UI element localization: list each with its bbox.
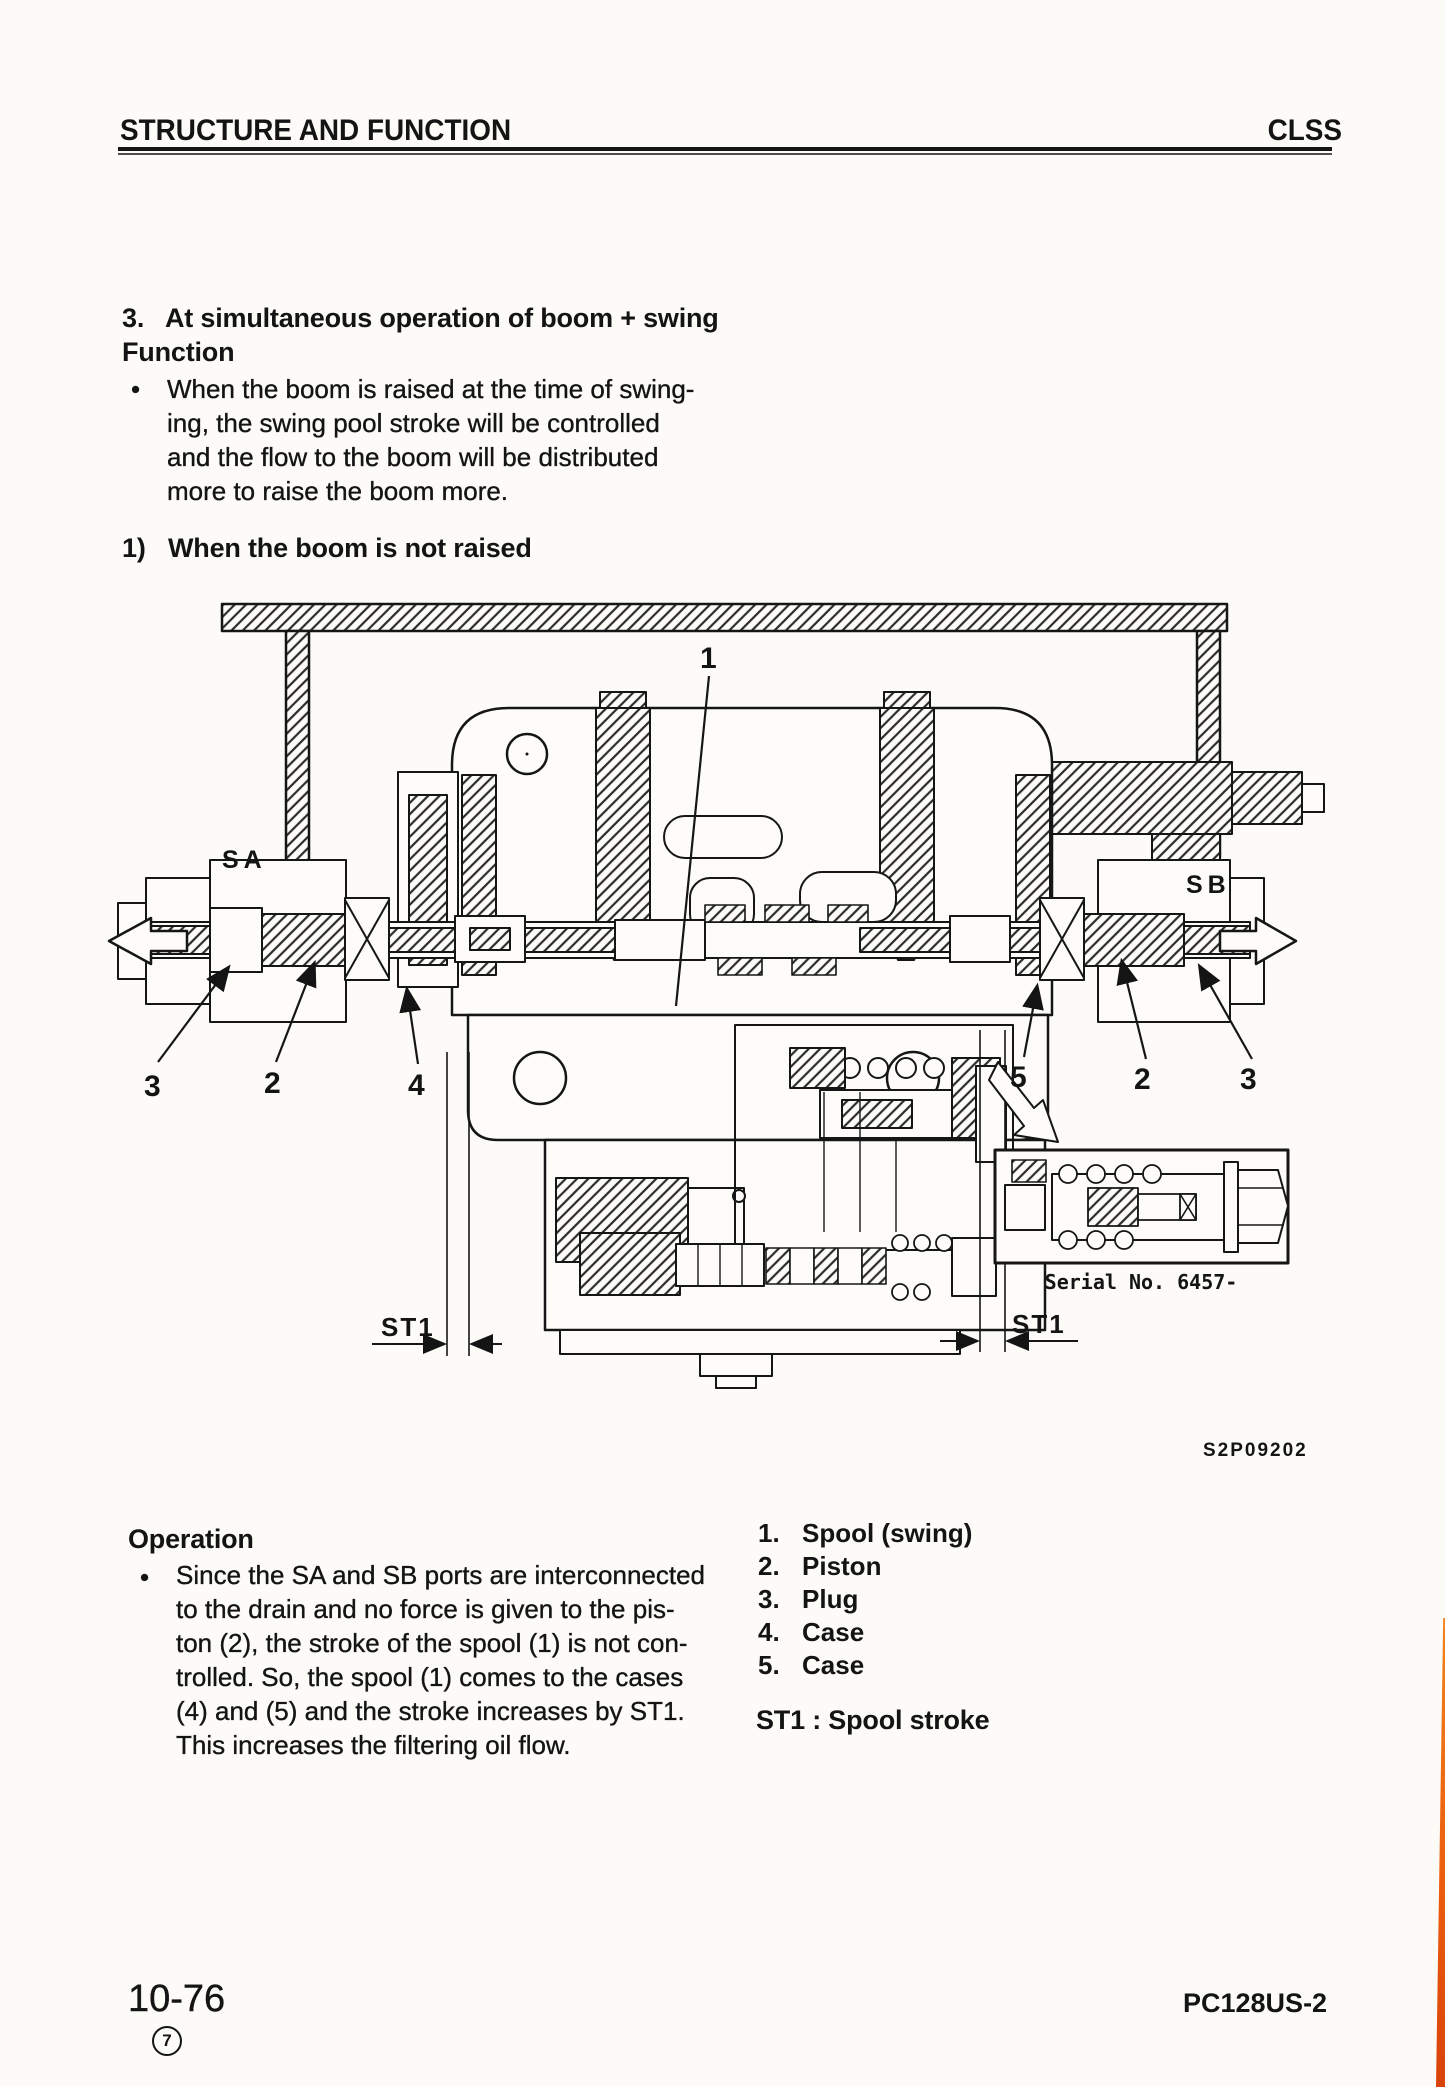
- paragraph-line: to the drain and no force is given to the pis-: [176, 1594, 675, 1624]
- model-number: PC128US-2: [1183, 1988, 1328, 2018]
- bolt-hole-center: [526, 753, 529, 756]
- legend-item-number: 4.: [758, 1617, 780, 1647]
- paragraph-line: trolled. So, the spool (1) comes to the cases: [176, 1662, 684, 1692]
- paragraph-line: and the flow to the boom will be distributed: [167, 442, 659, 472]
- legend-item: [758, 1518, 972, 1549]
- callout-5: 5: [1010, 1061, 1027, 1094]
- bullet-marker: •: [140, 1562, 150, 1592]
- paragraph-line: Since the SA and SB ports are interconnected: [176, 1560, 706, 1590]
- callout-3-right: 3: [1240, 1063, 1257, 1096]
- legend-item: [758, 1617, 864, 1648]
- subsection-number: 1): [122, 533, 146, 563]
- body-stub: [600, 692, 646, 708]
- callout-2-left: 2: [264, 1067, 281, 1100]
- base-bolt: [700, 1354, 772, 1376]
- body-stub: [884, 692, 930, 708]
- paragraph-line: When the boom is raised at the time of swing-: [167, 374, 695, 404]
- legend-item: [758, 1551, 881, 1582]
- paragraph-line: more to raise the boom more.: [167, 476, 509, 506]
- paragraph-line: This increases the filtering oil flow.: [176, 1730, 571, 1760]
- legend-item-number: 1.: [758, 1518, 780, 1548]
- base-bolt-tip: [716, 1376, 756, 1388]
- page-number: 10-76: [128, 1978, 226, 2020]
- legend-item-label: Case: [802, 1617, 865, 1647]
- right-fitting-nut: [1232, 772, 1302, 824]
- callout-1: 1: [700, 642, 717, 675]
- operation-paragraph: [176, 1558, 705, 1762]
- stroke-note: ST1 : Spool stroke: [756, 1705, 990, 1735]
- right-fitting-nose: [1302, 784, 1324, 812]
- legend-item-label: Plug: [802, 1584, 859, 1614]
- operation-heading: Operation: [128, 1524, 254, 1554]
- subsection-title: When the boom is not raised: [168, 533, 532, 563]
- legend-item-number: 3.: [758, 1584, 780, 1614]
- legend-item-number: 5.: [758, 1650, 780, 1680]
- callout-2-right: 2: [1134, 1063, 1151, 1096]
- legend-item-label: Spool (swing): [802, 1518, 973, 1548]
- page-header-left: STRUCTURE AND FUNCTION: [120, 114, 512, 147]
- st1-label-left: ST1: [381, 1312, 435, 1342]
- section-title: At simultaneous operation of boom + swing: [165, 303, 719, 333]
- paragraph-line: ing, the swing pool stroke will be controlled: [167, 408, 660, 438]
- housing-base: [560, 1330, 960, 1354]
- right-fitting: [1052, 762, 1232, 834]
- inset-caption: Serial No. 6457-: [1044, 1270, 1238, 1294]
- flange-hole-left: [514, 1052, 566, 1104]
- st1-label-right: ST1: [1012, 1309, 1066, 1339]
- port-label-sb: SB: [1186, 871, 1231, 899]
- page-header-right: CLSS: [1267, 114, 1343, 147]
- legend-item-label: Piston: [802, 1551, 882, 1581]
- legend-item: [758, 1584, 858, 1615]
- figure-code: S2P09202: [1203, 1440, 1308, 1461]
- bullet-marker: •: [131, 374, 141, 404]
- section-number: 3.: [122, 303, 145, 333]
- revision-mark: 7: [152, 2026, 182, 2056]
- paragraph-line: (4) and (5) and the stroke increases by ST1.: [176, 1696, 685, 1726]
- legend-item: [758, 1650, 864, 1681]
- section-title-cont: Function: [122, 337, 235, 367]
- body-slot: [664, 816, 782, 858]
- callout-3-left: 3: [144, 1070, 161, 1103]
- legend-item-number: 2.: [758, 1551, 780, 1581]
- paragraph-line: ton (2), the stroke of the spool (1) is not con-: [176, 1628, 688, 1658]
- port-label-sa: SA: [222, 846, 267, 874]
- drain-line-top: [222, 604, 1227, 631]
- callout-4: 4: [408, 1069, 425, 1102]
- legend-item-label: Case: [802, 1650, 865, 1680]
- callout-4-leader: [407, 990, 418, 1064]
